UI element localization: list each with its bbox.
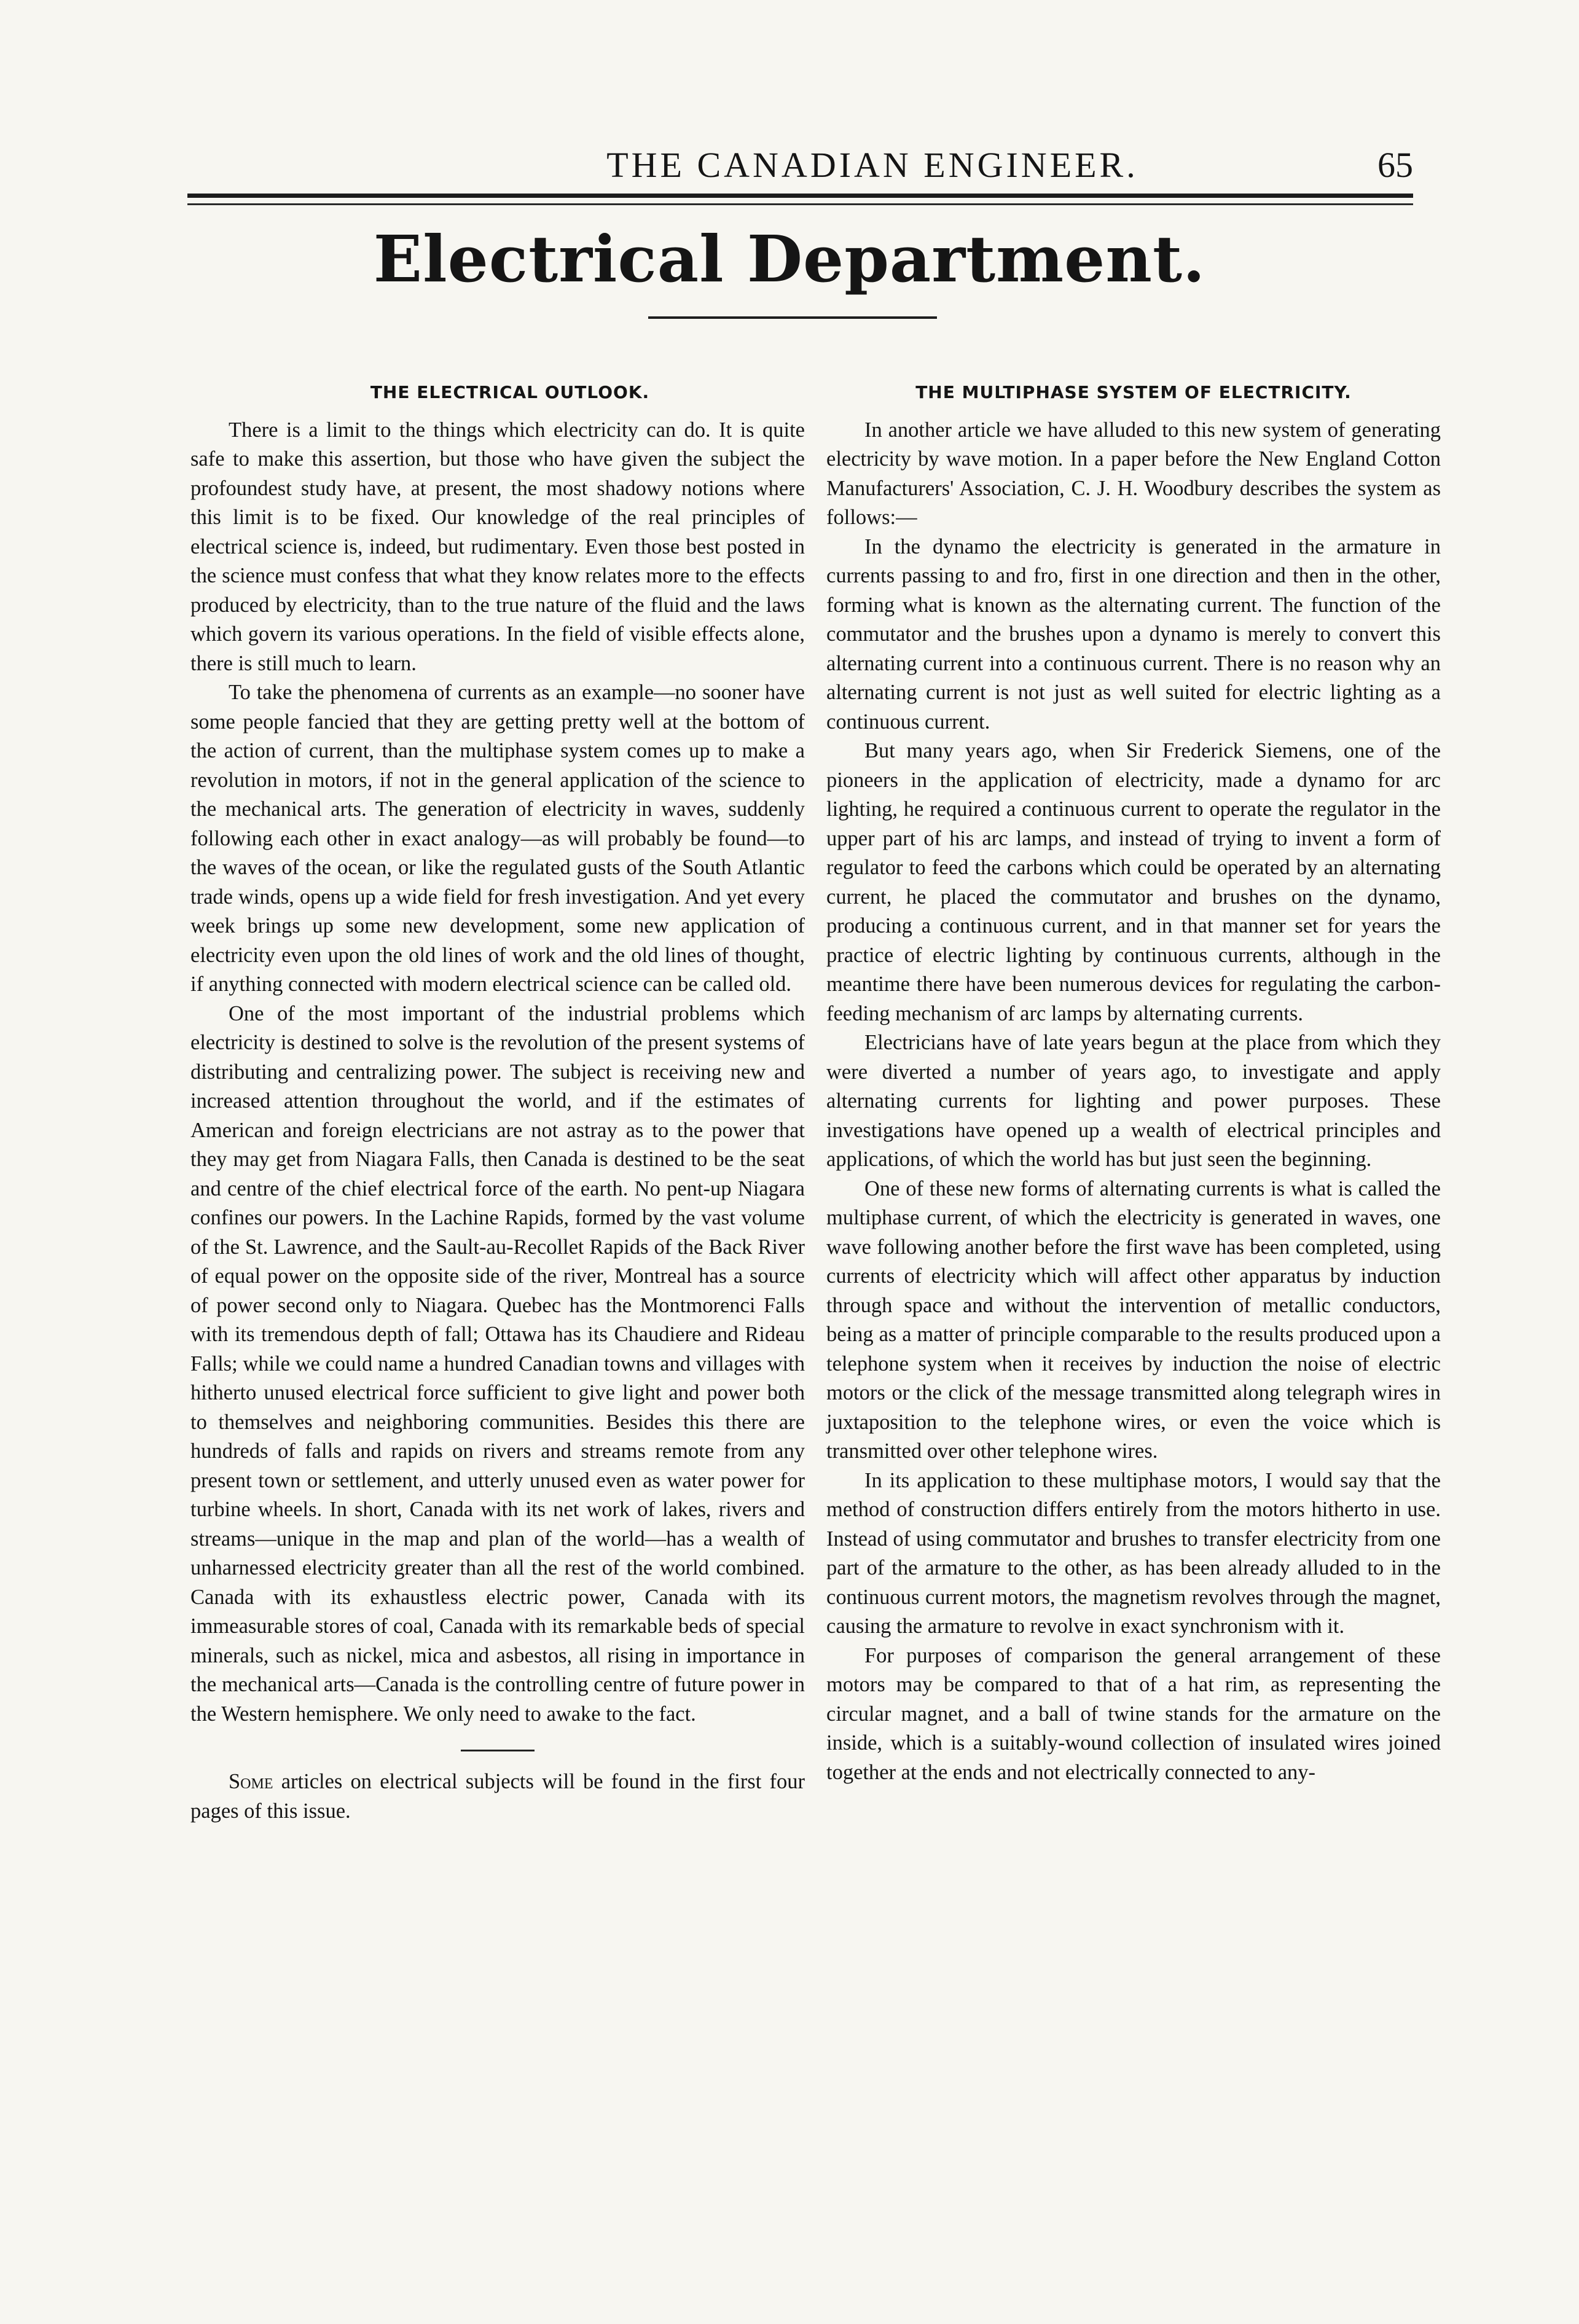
left-column — [190, 378, 805, 1826]
page-number: 65 — [1377, 145, 1413, 185]
department-title: Electrical Department. — [373, 221, 1206, 297]
right-paragraph-1: In another article we have alluded to this new system of generating electricity by wave motion. In a paper before the New England Cotton Manufacturers' Association, C. J. H. Woodbury describes the system as follows:— — [826, 418, 1441, 529]
right-paragraph-4: Electricians have of late years begun at the place from which they were diverted a number of years ago, to investigate and apply alternating currents for lighting and power purposes. These investigations have opened up a wealth of electrical principles and applications, of which the world has but just seen the beginning. — [826, 1031, 1441, 1171]
editorial-note — [190, 1767, 805, 1826]
journal-title: THE CANADIAN ENGINEER. — [606, 145, 1138, 185]
department-title-underline — [648, 316, 937, 319]
right-paragraph-6: In its application to these multiphase motors, I would say that the method of construction differs entirely from the motors hitherto in use. Instead of using commutator and brushes to transfer electricity from one part of the armature to the other, as has been already alluded to in the continuous current motors, the magnetism revolves through the magnet, causing the armature to revolve in exact synchronism with it. — [826, 1468, 1441, 1638]
article-heading-multiphase-system: THE MULTIPHASE SYSTEM OF ELECTRICITY. — [915, 382, 1352, 402]
right-paragraph-2: In the dynamo the electricity is generated in the armature in currents passing to and fro, first in one direction and then in the other, forming what is known as the alternating current. The function of the commutator and the brushes upon a dynamo is merely to convert this alternating current into a continuous current. There is no reason why an alternating current is not just as well suited for electric lighting as a continuous current. — [826, 534, 1441, 734]
right-column — [826, 378, 1441, 1787]
editorial-note-text: articles on electrical subjects will be found in the first four pages of this issue. — [190, 1770, 805, 1823]
header-rule-thin — [187, 203, 1413, 205]
left-paragraph-2: To take the phenomena of currents as an example—no sooner have some people fancied that they are getting pretty well at the bottom of the action of current, than the multiphase system comes up to make a revolution in motors, if not in the general application of the science to the mechanical arts. The generation of electricity in waves, suddenly following each other in exact analogy—as will probably be found—to the waves of the ocean, or like the regulated gusts of the South Atlantic trade winds, opens up a wide field for fresh investigation. And yet every week brings up some new development, some new application of electricity even upon the old lines of work and the old lines of thought, if anything connected with modern electrical science can be called old. — [190, 681, 805, 996]
editorial-note-lead: Some — [229, 1770, 273, 1793]
article-heading-electrical-outlook: THE ELECTRICAL OUTLOOK. — [370, 382, 650, 402]
left-paragraph-1: There is a limit to the things which electricity can do. It is quite safe to make this assertion, but those who have given the subject the profoundest study have, at present, the most shadowy notions where this limit is to be fixed. Our knowledge of the real principles of electrical science is, indeed, but rudimentary. Even those best posted in the science must confess that what they know relates more to the effects produced by electricity, than to the true nature of the fluid and the laws which govern its various operations. In the field of visible effects alone, there is still much to learn. — [190, 418, 805, 675]
section-divider — [461, 1750, 535, 1751]
running-head — [184, 144, 1413, 194]
left-paragraph-3: One of the most important of the industrial problems which electricity is destined to solve is the revolution of the present systems of distributing and centralizing power. The subject is receiving new and increased attention throughout the world, and if the estimates of American and foreign electricians are not astray as to the power that they may get from Niagara Falls, then Canada is destined to be the seat and centre of the chief electrical force of the earth. No pent-up Niagara confines our powers. In the Lachine Rapids, formed by the vast volume of the St. Lawrence, and the Sault-au-Recollet Rapids of the Back River of equal power on the opposite side of the river, Montreal has a source of power second only to Niagara. Quebec has the Montmorenci Falls with its tremendous depth of fall; Ottawa has its Chaudiere and Rideau Falls; while we could name a hundred Canadian towns and villages with hitherto unused electrical force sufficient to give light and power both to themselves and neighboring communities. Besides this there are hundreds of falls and rapids on rivers and streams remote from any present town or settlement, and utterly unused even as water power for turbine wheels. In short, Canada with its net work of lakes, rivers and streams—unique in the map and plan of the world—has a wealth of unharnessed electricity greater than all the rest of the world combined. Canada with its exhaustless electric power, Canada with its immeasurable stores of coal, Canada with its remarkable beds of special minerals, such as nickel, mica and asbestos, all rising in importance in the mechanical arts—Canada is the controlling centre of future power in the Western hemisphere. We only need to awake to the fact. — [190, 1001, 805, 1726]
header-rule-thick — [187, 194, 1413, 198]
right-paragraph-3: But many years ago, when Sir Frederick Siemens, one of the pioneers in the application of electricity, made a dynamo for arc lighting, he required a continuous current to operate the regulator in the upper part of his arc lamps, and instead of trying to invent a form of regulator to feed the carbons which could be operated by an alternating current, he placed the commutator and brushes on the dynamo, producing a continuous current, and in that manner set for years the practice of electric lighting by continuous currents, although in the meantime there have been numerous devices for regulating the carbon-feeding mechanism of arc lamps by alternating currents. — [826, 739, 1441, 1025]
right-paragraph-7: For purposes of comparison the general arrangement of these motors may be compared to that of a hat rim, as representing the circular magnet, and a ball of twine stands for the armature on the inside, which is a suitably-wound collection of insulated wires joined together at the ends and not electrically connected to any- — [826, 1643, 1441, 1784]
right-paragraph-5: One of these new forms of alternating currents is what is called the multiphase current, of which the electricity is generated in waves, one wave following another before the first wave has been completed, using currents of electricity which will affect other apparatus by induction through space and without the intervention of metallic conductors, being as a matter of principle comparable to the results produced upon a telephone system when it receives by induction the noise of electric motors or the click of the message transmitted along telegraph wires in juxtaposition to the telephone wires, or even the voice which is transmitted over other telephone wires. — [826, 1176, 1441, 1463]
